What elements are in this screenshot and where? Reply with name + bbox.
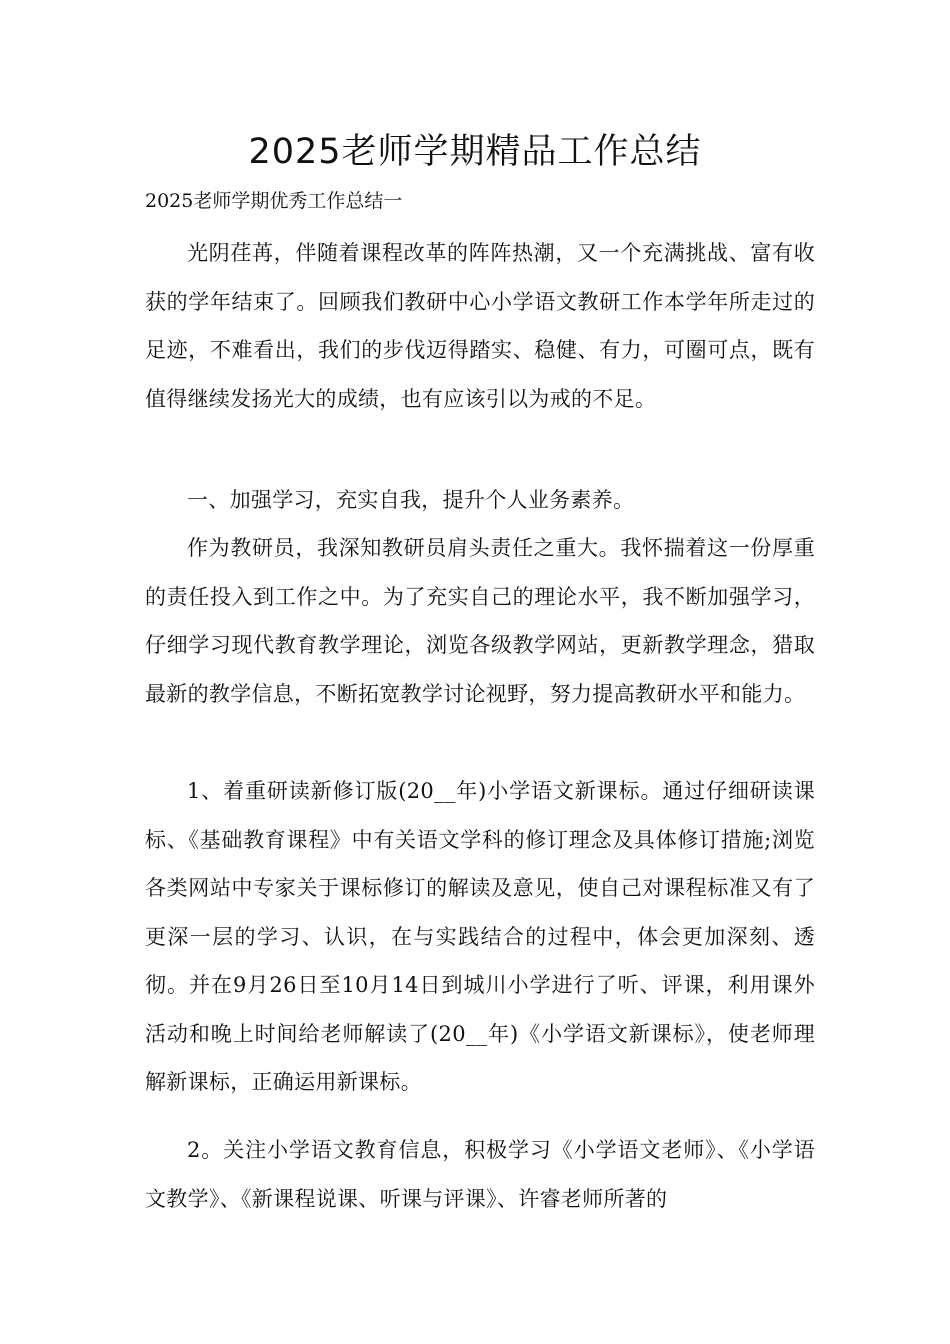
section-1-paragraph: 作为教研员，我深知教研员肩头责任之重大。我怀揣着这一份厚重的责任投入到工作之中。为了充实自己的理论水平，我不断加强学习，仔细学习现代教育教学理论，浏览各级教学网站，更新教学理念，猎取最新的教学信息，不断拓宽教学讨论视野，努力提高教研水平和能力。 xyxy=(145,536,815,706)
intro-paragraph: 光阴荏苒，伴随着课程改革的阵阵热潮，又一个充满挑战、富有收获的学年结束了。回顾我们教研中心小学语文教研工作本学年所走过的足迹，不难看出，我们的步伐迈得踏实、稳健、有力，可圈可点，既有值得继续发扬光大的成绩，也有应该引以为戒的不足。 xyxy=(145,241,815,411)
document-title: 2025老师学期精品工作总结 xyxy=(248,132,702,172)
document-subtitle: 2025老师学期优秀工作总结一 xyxy=(145,190,403,212)
section-heading-1: 一、加强学习，充实自我，提升个人业务素养。 xyxy=(187,488,635,512)
item-2-paragraph: 2。关注小学语文教育信息，积极学习《小学语文老师》、《小学语文教学》、《新课程说课、听课与评课》、许睿老师所著的 xyxy=(145,1138,815,1211)
item-1-paragraph: 1、着重研读新修订版(20__年)小学语文新课标。通过仔细研读课标、《基础教育课程》中有关语文学科的修订理念及具体修订措施;浏览各类网站中专家关于课标修订的解读及意见，使自己对课程标准又有了更深一层的学习、认识，在与实践结合的过程中，体会更加深刻、透彻。并在9月26日至10月14日到城川小学进行了听、评课，利用课外活动和晚上时间给老师解读了(20__年)《小学语文新课标》，使老师理解新课标，正确运用新课标。 xyxy=(145,779,815,1094)
